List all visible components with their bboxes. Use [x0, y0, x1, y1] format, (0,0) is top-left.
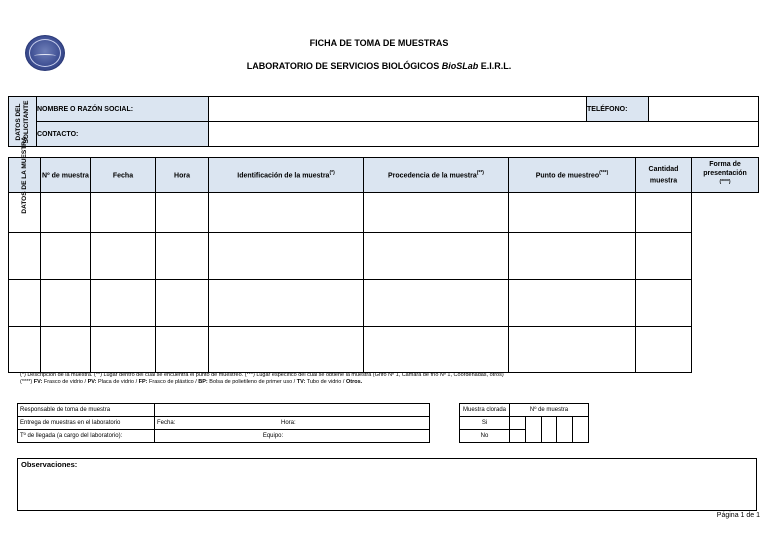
cell-identificacion[interactable] — [156, 327, 209, 373]
nombre-label: NOMBRE O RAZÓN SOCIAL: — [37, 97, 209, 122]
numero-box[interactable] — [526, 417, 542, 443]
cell-procedencia[interactable] — [209, 193, 364, 233]
numero-box[interactable] — [542, 417, 557, 443]
hora-label: Hora: — [281, 420, 296, 426]
cell-punto[interactable] — [364, 280, 509, 327]
no-label: No — [460, 430, 510, 443]
cloro-table — [459, 403, 589, 443]
contacto-label: CONTACTO: — [37, 122, 209, 147]
numero-box[interactable] — [573, 417, 589, 443]
observaciones-box[interactable] — [17, 458, 757, 511]
cell-punto[interactable] — [364, 327, 509, 373]
brand-name: BioSLab — [441, 61, 479, 71]
footnote-line-1: (*) Descripción de la muestra. (**) Lugar dentro del cual se encuentra el punto de muestreo. (***) Lugar específico del cual se obtiene la muestra (Grifo Nº 1, Cámara de frío Nº 1, Coordenadas, otros) — [20, 372, 504, 378]
telefono-field[interactable] — [649, 97, 759, 122]
cell-hora[interactable] — [91, 327, 156, 373]
cell-cantidad[interactable] — [509, 233, 636, 280]
cell-punto[interactable] — [364, 193, 509, 233]
col-fecha: Fecha — [91, 158, 156, 193]
cell-forma[interactable] — [636, 193, 692, 233]
no-checkbox[interactable] — [510, 430, 526, 443]
muestra-clorada-label: Muestra clorada — [460, 404, 510, 417]
entrega-label: Entrega de muestras en el laboratorio — [18, 417, 155, 430]
cell-fecha[interactable] — [41, 280, 91, 327]
table-row — [9, 327, 759, 373]
telefono-label: TELÉFONO: — [587, 97, 649, 122]
col-forma-presentacion: Forma de presentación (****) — [692, 158, 759, 193]
responsable-label: Responsable de toma de muestra — [18, 404, 155, 417]
cell-numero[interactable] — [9, 327, 41, 373]
footnotes — [20, 372, 760, 386]
cell-procedencia[interactable] — [209, 233, 364, 280]
cell-punto[interactable] — [364, 233, 509, 280]
muestra-side-label: DATOS DE LA MUESTRA — [9, 158, 41, 193]
numero-box[interactable] — [557, 417, 573, 443]
col-numero-muestra: Nº de muestra — [41, 158, 91, 193]
equipo-label: Equipo: — [262, 433, 284, 439]
cell-hora[interactable] — [91, 193, 156, 233]
col-identificacion: Identificación de la muestra(*) — [209, 158, 364, 193]
cell-procedencia[interactable] — [209, 327, 364, 373]
cell-cantidad[interactable] — [509, 193, 636, 233]
page-number: Página 1 de 1 — [716, 512, 760, 519]
entrega-table — [17, 403, 430, 443]
form-subtitle: LABORATORIO DE SERVICIOS BIOLÓGICOS BioSLab E.I.R.L. — [246, 61, 512, 71]
table-row — [9, 280, 759, 327]
cell-identificacion[interactable] — [156, 233, 209, 280]
responsable-field[interactable] — [155, 404, 430, 417]
col-procedencia: Procedencia de la muestra(**) — [364, 158, 509, 193]
cell-fecha[interactable] — [41, 233, 91, 280]
si-checkbox[interactable] — [510, 417, 526, 430]
cell-forma[interactable] — [636, 327, 692, 373]
fecha-label: Fecha: — [157, 420, 176, 426]
table-row — [9, 193, 759, 233]
cell-numero[interactable] — [9, 233, 41, 280]
cell-hora[interactable] — [91, 233, 156, 280]
cell-forma[interactable] — [636, 233, 692, 280]
equipo-field[interactable] — [155, 430, 430, 443]
cell-identificacion[interactable] — [156, 193, 209, 233]
table-row — [9, 233, 759, 280]
muestra-table — [8, 136, 759, 373]
solicitante-table — [8, 96, 759, 147]
cell-identificacion[interactable] — [156, 280, 209, 327]
temperatura-label: Tº de llegada (a cargo del laboratorio): — [18, 430, 155, 443]
nombre-field[interactable] — [209, 97, 587, 122]
solicitante-side-label: DATOS DEL SOLICITANTE — [9, 97, 37, 147]
form-title: FICHA DE TOMA DE MUESTRAS — [309, 38, 449, 48]
si-label: Si — [460, 417, 510, 430]
entrega-field[interactable] — [155, 417, 430, 430]
cell-procedencia[interactable] — [209, 280, 364, 327]
cell-fecha[interactable] — [41, 327, 91, 373]
cell-hora[interactable] — [91, 280, 156, 327]
cell-forma[interactable] — [636, 280, 692, 327]
numero-muestra-label: Nº de muestra — [510, 404, 589, 417]
observaciones-label: Observaciones: — [21, 460, 78, 469]
cell-cantidad[interactable] — [509, 280, 636, 327]
cell-numero[interactable] — [9, 280, 41, 327]
col-hora: Hora — [156, 158, 209, 193]
col-punto-muestreo: Punto de muestreo(***) — [509, 158, 636, 193]
cell-fecha[interactable] — [41, 193, 91, 233]
contacto-field[interactable] — [209, 122, 759, 147]
footnote-line-2: (****) FV: Frasco de vidrio / PV: Placa de vidrio / FP: Frasco de plástico / BP: Bolsa de polietileno de primer uso / TV: Tubo de vidrio / Otros. — [20, 379, 363, 385]
cell-cantidad[interactable] — [509, 327, 636, 373]
col-cantidad: Cantidad muestra — [636, 158, 692, 193]
